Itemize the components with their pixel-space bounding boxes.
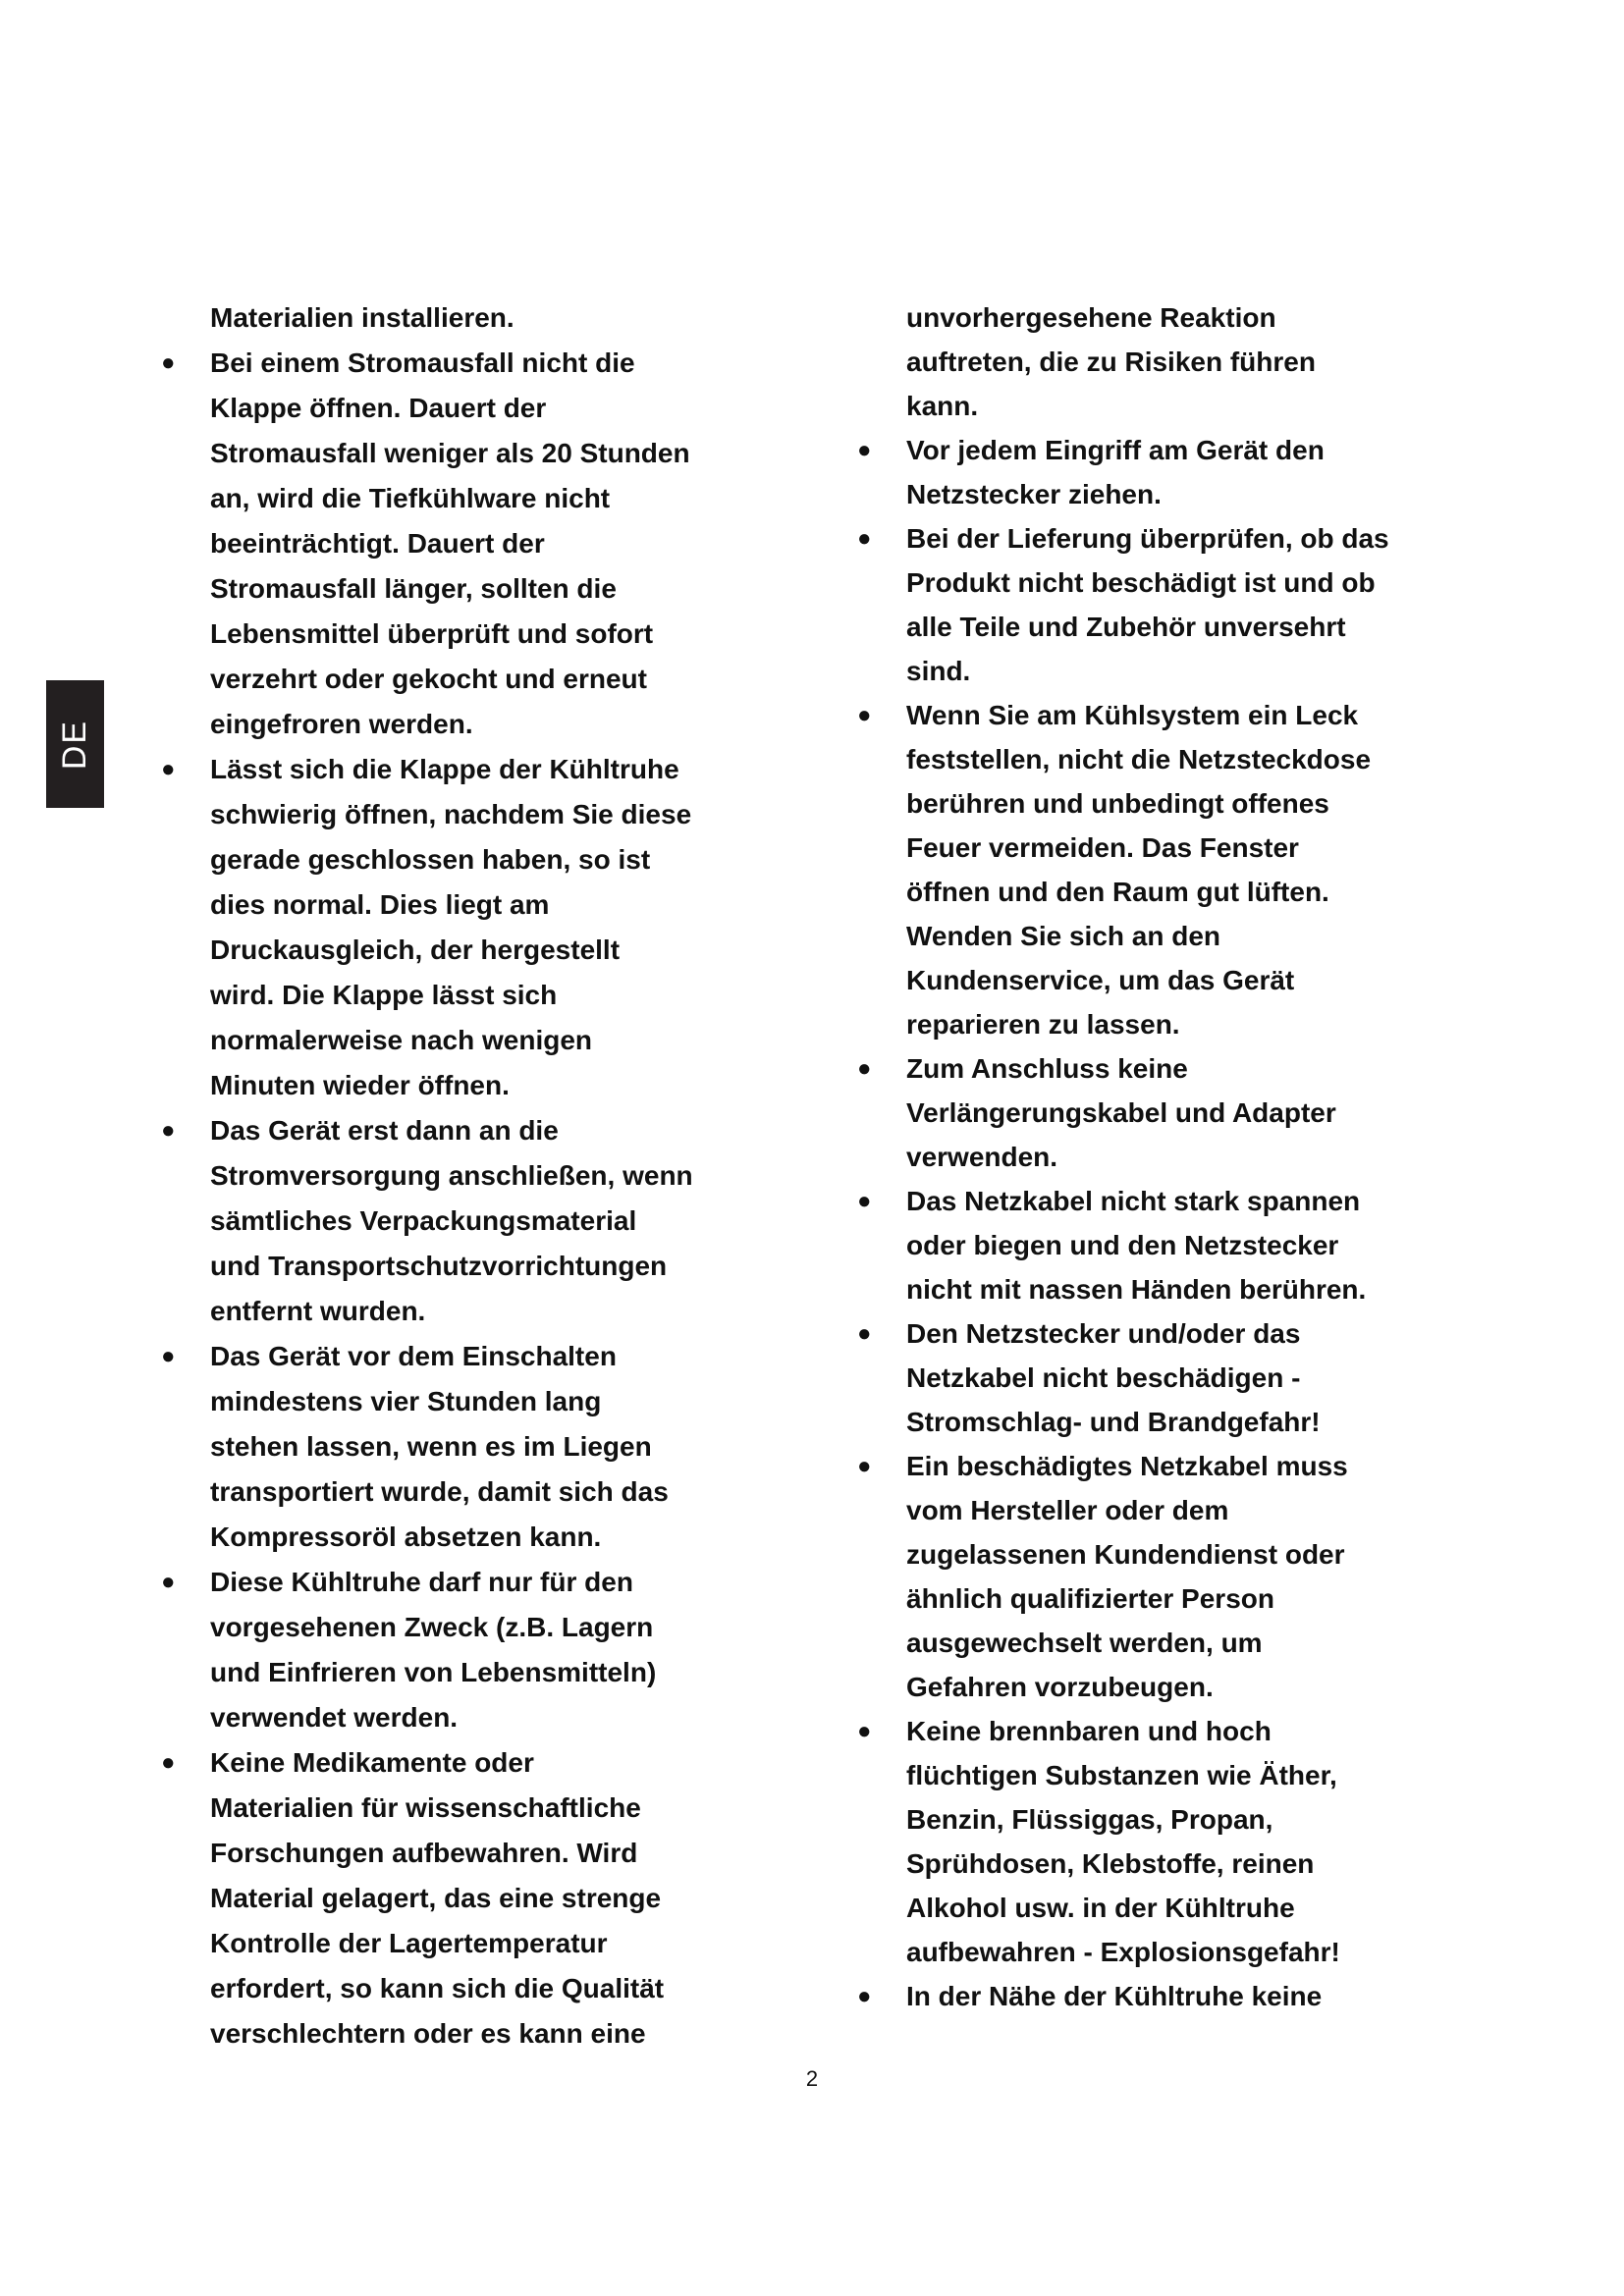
text-line: Kundenservice, um das Gerät <box>906 965 1295 995</box>
list-item <box>857 693 1389 1046</box>
bullet-icon: ● <box>857 1188 872 1214</box>
list-item <box>161 1560 693 1740</box>
bullet-icon: ● <box>857 1983 872 2009</box>
text-line: zugelassenen Kundendienst oder <box>906 1539 1345 1570</box>
list-item <box>161 747 693 1108</box>
text-line: Netzkabel nicht beschädigen - <box>906 1362 1301 1393</box>
text-line: reparieren zu lassen. <box>906 1009 1180 1040</box>
text-line: Stromschlag- und Brandgefahr! <box>906 1407 1321 1437</box>
text-line: wird. Die Klappe lässt sich <box>210 980 558 1010</box>
text-line: entfernt wurden. <box>210 1296 426 1326</box>
text-line: Stromversorgung anschließen, wenn <box>210 1160 693 1191</box>
text-line: verwenden. <box>906 1142 1058 1172</box>
text-line: Benzin, Flüssiggas, Propan, <box>906 1804 1273 1835</box>
text-line: Lässt sich die Klappe der Kühltruhe <box>210 754 679 784</box>
bullet-icon: ● <box>161 1749 176 1776</box>
text-line: flüchtigen Substanzen wie Äther, <box>906 1760 1337 1790</box>
list-item <box>857 1046 1389 1179</box>
text-line: Forschungen aufbewahren. Wird <box>210 1838 638 1868</box>
bullet-icon: ● <box>161 756 176 782</box>
list-item <box>857 516 1389 693</box>
bullet-icon: ● <box>857 525 872 552</box>
bullet-icon: ● <box>857 1055 872 1082</box>
text-line: sämtliches Verpackungsmaterial <box>210 1205 637 1236</box>
text-line: und Transportschutzvorrichtungen <box>210 1251 668 1281</box>
text-line: In der Nähe der Kühltruhe keine <box>906 1981 1323 2011</box>
text-line: Den Netzstecker und/oder das <box>906 1318 1301 1349</box>
text-line: verschlechtern oder es kann eine <box>210 2018 646 2049</box>
text-line: dies normal. Dies liegt am <box>210 889 550 920</box>
text-line: kann. <box>906 391 979 421</box>
bullet-icon: ● <box>161 1569 176 1595</box>
text-line: Keine brennbaren und hoch <box>906 1716 1272 1746</box>
text-line: Kontrolle der Lagertemperatur <box>210 1928 608 1958</box>
text-line: alle Teile und Zubehör unversehrt <box>906 612 1346 642</box>
text-line: feststellen, nicht die Netzsteckdose <box>906 744 1372 774</box>
text-line: eingefroren werden. <box>210 709 473 739</box>
text-line: verzehrt oder gekocht und erneut <box>210 664 647 694</box>
bullet-icon: ● <box>857 1320 872 1347</box>
text-line: oder biegen und den Netzstecker <box>906 1230 1339 1260</box>
language-tab-label: DE <box>55 719 93 770</box>
text-line: Netzstecker ziehen. <box>906 479 1162 509</box>
text-line: ausgewechselt werden, um <box>906 1628 1263 1658</box>
bullet-icon: ● <box>857 1453 872 1479</box>
left-column <box>161 295 693 2056</box>
list-item <box>161 1334 693 1560</box>
language-tab <box>46 680 104 808</box>
text-line: Das Gerät vor dem Einschalten <box>210 1341 617 1371</box>
text-line: Druckausgleich, der hergestellt <box>210 934 621 965</box>
text-line: Wenn Sie am Kühlsystem ein Leck <box>906 700 1359 730</box>
text-line: nicht mit nassen Händen berühren. <box>906 1274 1367 1305</box>
text-line: Keine Medikamente oder <box>210 1747 534 1778</box>
text-line: Alkohol usw. in der Kühltruhe <box>906 1893 1295 1923</box>
text-line: und Einfrieren von Lebensmitteln) <box>210 1657 657 1687</box>
list-item <box>906 295 1389 428</box>
list-item <box>161 341 693 747</box>
text-line: sind. <box>906 656 971 686</box>
text-line: Feuer vermeiden. Das Fenster <box>906 832 1299 863</box>
text-line: auftreten, die zu Risiken führen <box>906 347 1316 377</box>
text-line: Das Gerät erst dann an die <box>210 1115 559 1146</box>
bullet-icon: ● <box>161 1343 176 1369</box>
text-line: transportiert wurde, damit sich das <box>210 1476 669 1507</box>
text-line: ähnlich qualifizierter Person <box>906 1583 1274 1614</box>
text-line: Materialien für wissenschaftliche <box>210 1792 641 1823</box>
right-column <box>857 295 1389 2018</box>
text-line: Zum Anschluss keine <box>906 1053 1188 1084</box>
text-line: normalerweise nach wenigen <box>210 1025 593 1055</box>
text-line: beeinträchtigt. Dauert der <box>210 528 545 559</box>
list-item <box>857 1709 1389 1974</box>
list-item <box>857 1974 1389 2018</box>
bullet-icon: ● <box>161 1117 176 1144</box>
bullet-icon: ● <box>857 437 872 463</box>
list-item <box>857 1179 1389 1311</box>
text-line: Kompressoröl absetzen kann. <box>210 1522 602 1552</box>
text-line: Vor jedem Eingriff am Gerät den <box>906 435 1325 465</box>
text-line: öffnen und den Raum gut lüften. <box>906 877 1329 907</box>
text-line: erfordert, so kann sich die Qualität <box>210 1973 665 2003</box>
text-line: an, wird die Tiefkühlware nicht <box>210 483 611 513</box>
text-line: vorgesehenen Zweck (z.B. Lagern <box>210 1612 654 1642</box>
text-line: Stromausfall weniger als 20 Stunden <box>210 438 690 468</box>
text-line: verwendet werden. <box>210 1702 459 1733</box>
text-line: Gefahren vorzubeugen. <box>906 1672 1214 1702</box>
text-line: mindestens vier Stunden lang <box>210 1386 602 1416</box>
list-item <box>857 1311 1389 1444</box>
text-line: Minuten wieder öffnen. <box>210 1070 510 1100</box>
text-line: aufbewahren - Explosionsgefahr! <box>906 1937 1340 1967</box>
text-line: gerade geschlossen haben, so ist <box>210 844 651 875</box>
text-line: Wenden Sie sich an den <box>906 921 1221 951</box>
text-line: berühren und unbedingt offenes <box>906 788 1329 819</box>
text-line: Produkt nicht beschädigt ist und ob <box>906 567 1376 598</box>
text-line: Klappe öffnen. Dauert der <box>210 393 547 423</box>
bullet-icon: ● <box>857 1718 872 1744</box>
text-line: Ein beschädigtes Netzkabel muss <box>906 1451 1348 1481</box>
bullet-icon: ● <box>161 349 176 376</box>
text-line: Materialien installieren. <box>210 302 514 333</box>
text-line: schwierig öffnen, nachdem Sie diese <box>210 799 692 829</box>
text-line: Verlängerungskabel und Adapter <box>906 1097 1336 1128</box>
text-line: unvorhergesehene Reaktion <box>906 302 1276 333</box>
text-line: Lebensmittel überprüft und sofort <box>210 618 654 649</box>
text-line: Diese Kühltruhe darf nur für den <box>210 1567 633 1597</box>
text-line: Bei einem Stromausfall nicht die <box>210 347 635 378</box>
text-line: Das Netzkabel nicht stark spannen <box>906 1186 1361 1216</box>
page-number: 2 <box>805 2066 819 2091</box>
text-line: vom Hersteller oder dem <box>906 1495 1229 1525</box>
text-line: stehen lassen, wenn es im Liegen <box>210 1431 652 1462</box>
list-item <box>857 1444 1389 1709</box>
text-line: Sprühdosen, Klebstoffe, reinen <box>906 1848 1315 1879</box>
text-line: Material gelagert, das eine strenge <box>210 1883 662 1913</box>
text-line: Bei der Lieferung überprüfen, ob das <box>906 523 1389 554</box>
text-line: Stromausfall länger, sollten die <box>210 573 617 604</box>
list-item <box>857 428 1389 516</box>
list-item <box>161 1740 693 2056</box>
list-item <box>210 295 693 341</box>
bullet-icon: ● <box>857 702 872 728</box>
list-item <box>161 1108 693 1334</box>
